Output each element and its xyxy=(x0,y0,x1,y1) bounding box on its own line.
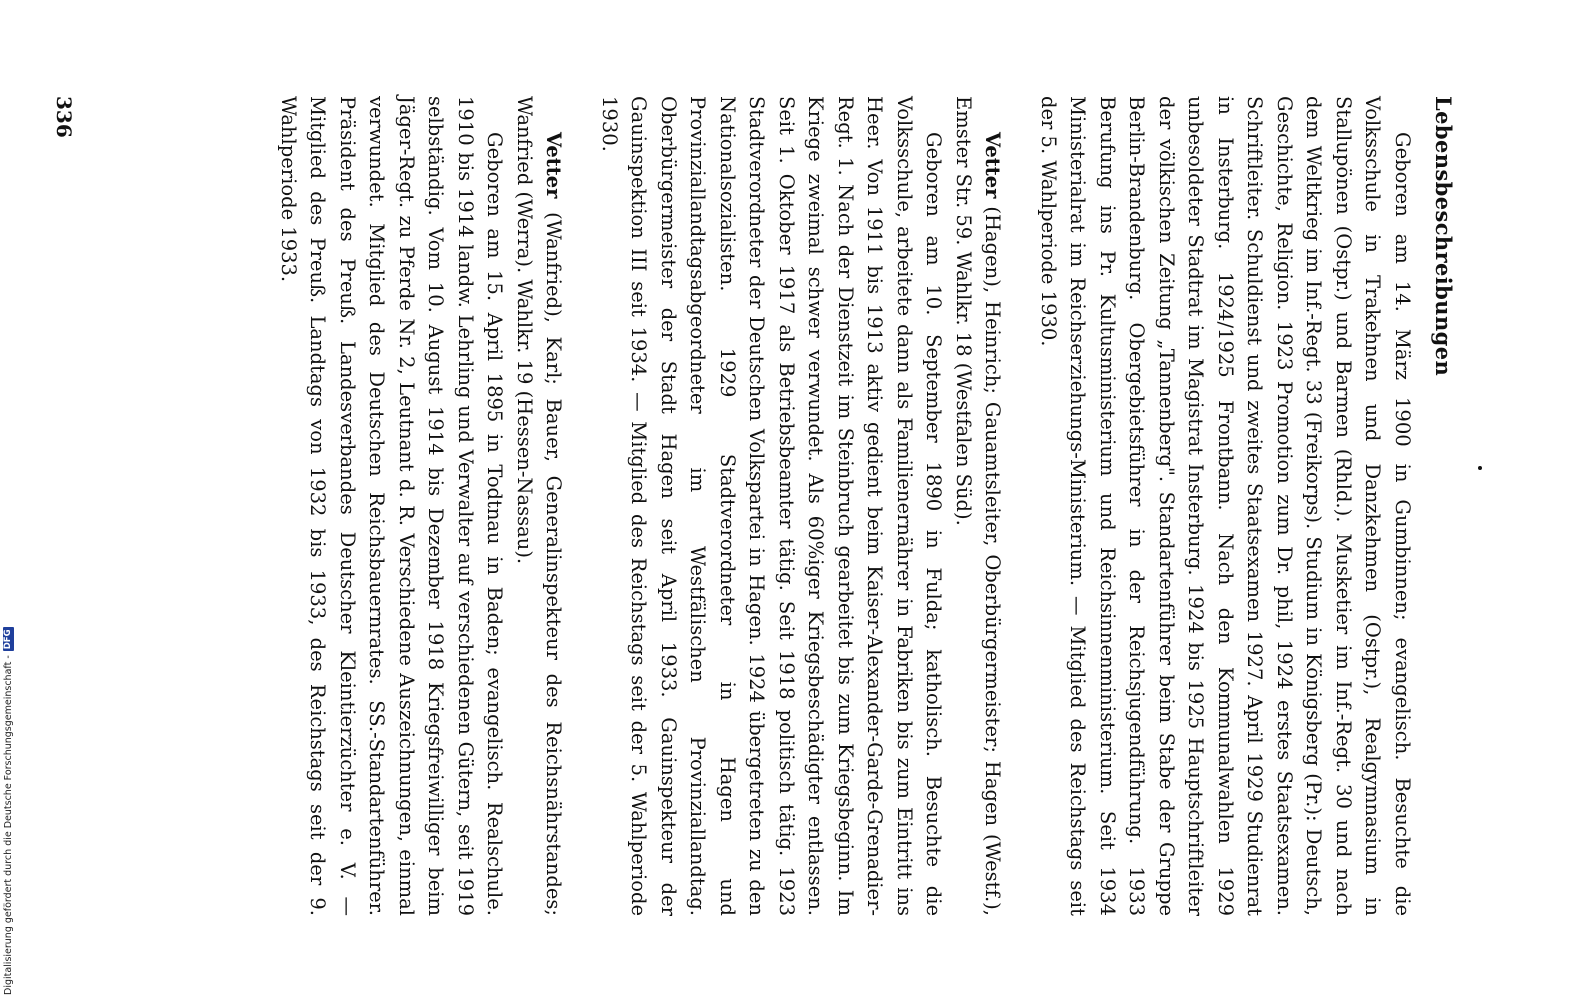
ink-dot xyxy=(1478,466,1482,470)
section-title: Lebensbeschreibungen xyxy=(1431,96,1456,377)
biography-entry-2 xyxy=(595,96,1008,916)
footer-text: Digitalisierung gefördert durch die Deutsche Forschungsgemeinschaft - xyxy=(2,655,14,995)
entry-body: Geboren am 15. April 1895 in Todtnau in Baden; evangelisch. Realschule. 1910 bis 1914 landw. Lehrling und Verwalter auf verschiedenen Gütern, seit 1919 selbständig. Vom 10. August 1914 bis Dezember 1918 Kriegsfreiwilliger beim Jäger-Regt. zu Pferde Nr. 2, Leutnant d. R. Verschiedene Auszeichnungen, einmal verwundet. Mitglied des Deutschen Reichsbauernrates. SS.-Standartenführer. Präsident des Preuß. Landesverbandes Deutscher Kleintierzüchter e. V. — Mitglied des Preuß. Landtags von 1932 bis 1933, des Reichstags seit der 9. Wahlperiode 1933. xyxy=(277,96,507,916)
page-content xyxy=(274,96,1457,916)
biography-entry-3 xyxy=(274,96,569,916)
entry-header xyxy=(949,96,1008,916)
page-number: 336 xyxy=(52,96,76,138)
entry-name: Vetter xyxy=(542,132,566,199)
biography-entry-1 xyxy=(1034,96,1418,916)
entry-name: Vetter xyxy=(981,132,1005,199)
dfg-logo-icon: DFG xyxy=(2,629,13,650)
entry-body: Geboren am 10. September 1890 in Fulda; katholisch. Besuchte die Volksschule, arbeitete dann als Familienernährer in Fabriken bis zum Eintritt ins Heer. Von 1911 bis 1913 aktiv gedient beim Kaiser-Alexander-Garde-Grenadier-Regt. 1. Nach der Dienstzeit im Steinbruch gearbeitet bis zum Kriegsbeginn. Im Kriege zweimal schwer verwundet. Als 60%iger Kriegsbeschädigter entlassen. Seit 1. Oktober 1917 als Betriebsbeamter tätig. Seit 1918 politisch tätig. 1923 Stadtverordneter der Deutschen Volkspartei in Hagen. 1924 übergetreten zu den Nationalsozialisten. 1929 Stadtverordneter in Hagen und Provinziallandtagsabgeordneter im Westfälischen Provinziallandtag. Oberbürgermeister der Stadt Hagen seit April 1933. Gauinspekteur der Gauinspektion III seit 1934. — Mitglied des Reichstags seit der 5. Wahlperiode 1930. xyxy=(598,96,946,916)
digitization-footer xyxy=(2,595,14,995)
entry-body: Geboren am 14. März 1900 in Gumbinnen; evangelisch. Besuchte die Volksschule in Trakehnen und Danzkehmen (Ostpr.), Realgymnasium in Stallupönen (Ostpr.) und Barmen (Rhld.). Musketier im Inf.-Regt. 30 und nach dem Weltkrieg im Inf.-Regt. 33 (Freikorps). Studium in Königsberg (Pr.): Deutsch, Geschichte, Religion. 1923 Promotion zum Dr. phil, 1924 erstes Staatsexamen. Schriftleiter. Schuldienst und zweites Staatsexamen 1927. April 1929 Studienrat in Insterburg. 1924/1925 Frontbann. Nach den Kommunalwahlen 1929 unbesoldeter Stadtrat im Magistrat Insterburg. 1924 bis 1925 Hauptschriftleiter der völkischen Zeitung „Tannenberg". Standartenführer beim Stabe der Gruppe Berlin-Brandenburg. Obergebietsführer in der Reichsjugendführung. 1933 Berufung ins Pr. Kultusministerium und Reichsinnenministerium. Seit 1934 Ministerialrat im Reichserziehungs-Ministerium. — Mitglied des Reichstags seit der 5. Wahlperiode 1930. xyxy=(1037,96,1414,916)
entry-header xyxy=(510,96,569,916)
entry-header-details: (Hagen), Heinrich; Gauamtsleiter, Oberbürgermeister; Hagen (Westf.), Emster Str. 59. Wahlkr. 18 (Westfalen Süd). xyxy=(952,96,1005,916)
entry-header-details: (Wanfried), Karl; Bauer, Generalinspekteur des Reichsnährstandes; Wanfried (Werra). Wahlkr. 19 (Hessen-Nassau). xyxy=(513,96,566,916)
